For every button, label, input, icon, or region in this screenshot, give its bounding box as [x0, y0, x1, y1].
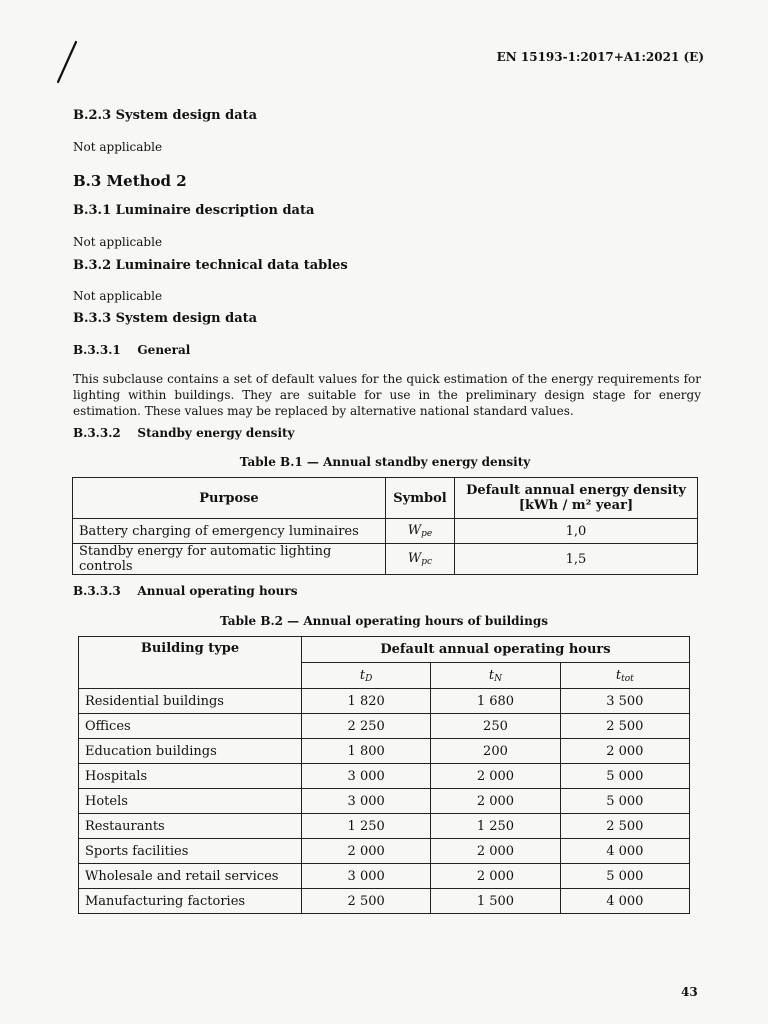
symbol-sub: pc [421, 557, 433, 567]
header-ttot [560, 663, 689, 689]
table-row [79, 739, 690, 764]
cell-tN: 2 000 [431, 764, 560, 789]
cell-tN: 2 000 [431, 789, 560, 814]
header-building-type: Building type [79, 637, 302, 689]
cell-tD: 2 000 [302, 839, 431, 864]
cell-value: 1,0 [455, 519, 698, 544]
table-row [79, 814, 690, 839]
cell-tD: 1 250 [302, 814, 431, 839]
cell-ttot: 4 000 [560, 889, 689, 914]
table-b2 [78, 636, 690, 914]
cell-ttot: 5 000 [560, 864, 689, 889]
cell-symbol [386, 519, 455, 544]
header-symbol: Symbol [386, 478, 455, 519]
handwritten-slash-mark [52, 40, 82, 84]
tN-main: t [488, 667, 495, 683]
heading-b333: B.3.3.3 Annual operating hours [73, 584, 298, 598]
table-row [73, 544, 698, 575]
cell-purpose: Battery charging of emergency luminaires [73, 519, 386, 544]
table-row [73, 519, 698, 544]
header-density-line2: [kWh / m² year] [518, 498, 634, 513]
document-reference: EN 15193-1:2017+A1:2021 (E) [496, 50, 704, 64]
cell-tD: 3 000 [302, 764, 431, 789]
ttot-sub: tot [621, 673, 634, 684]
cell-symbol [386, 544, 455, 575]
header-density-line1: Default annual energy density [466, 483, 686, 498]
table-row [79, 714, 690, 739]
cell-tD: 1 800 [302, 739, 431, 764]
cell-building-type: Education buildings [79, 739, 302, 764]
tN-sub: N [494, 673, 503, 684]
header-tN [431, 663, 560, 689]
heading-b32: B.3.2 Luminaire technical data tables [73, 258, 348, 273]
heading-b3: B.3 Method 2 [73, 172, 187, 190]
cell-tD: 2 250 [302, 714, 431, 739]
table-row [79, 789, 690, 814]
tD-main: t [359, 667, 366, 683]
paragraph-b331: This subclause contains a set of default values for the quick estimation of the energy requirements for lighting within buildings. They are suitable for use in the preliminary design stage for energy estimation. These values may be replaced by alternative national standard values. [73, 372, 701, 418]
header-tD [302, 663, 431, 689]
table-b2-caption: Table B.2 — Annual operating hours of buildings [220, 614, 548, 628]
cell-purpose: Standby energy for automatic lighting controls [73, 544, 386, 575]
table-b1-caption: Table B.1 — Annual standby energy density [239, 455, 531, 469]
heading-b31: B.3.1 Luminaire description data [73, 203, 315, 218]
table-row [79, 839, 690, 864]
cell-tN: 1 680 [431, 689, 560, 714]
table-header-row [73, 478, 698, 519]
heading-b332: B.3.3.2 Standby energy density [73, 426, 295, 440]
tD-sub: D [365, 673, 373, 684]
table-header-row [79, 637, 690, 663]
cell-building-type: Wholesale and retail services [79, 864, 302, 889]
cell-building-type: Hospitals [79, 764, 302, 789]
cell-ttot: 5 000 [560, 789, 689, 814]
header-density [455, 478, 698, 519]
cell-tN: 1 500 [431, 889, 560, 914]
heading-b331: B.3.3.1 General [73, 343, 191, 357]
cell-ttot: 2 500 [560, 714, 689, 739]
cell-ttot: 2 000 [560, 739, 689, 764]
cell-ttot: 4 000 [560, 839, 689, 864]
header-purpose: Purpose [73, 478, 386, 519]
cell-tD: 1 820 [302, 689, 431, 714]
ttot-main: t [615, 667, 622, 683]
symbol-sub: pe [421, 529, 433, 539]
text-b23: Not applicable [73, 140, 163, 154]
symbol-main: W [407, 523, 422, 538]
symbol-main: W [407, 551, 422, 566]
page-number: 43 [681, 985, 698, 999]
table-row [79, 764, 690, 789]
cell-building-type: Residential buildings [79, 689, 302, 714]
table-row [79, 864, 690, 889]
cell-building-type: Sports facilities [79, 839, 302, 864]
cell-building-type: Manufacturing factories [79, 889, 302, 914]
cell-tN: 1 250 [431, 814, 560, 839]
cell-ttot: 2 500 [560, 814, 689, 839]
heading-b23: B.2.3 System design data [73, 108, 258, 123]
cell-ttot: 5 000 [560, 764, 689, 789]
cell-tD: 3 000 [302, 789, 431, 814]
cell-building-type: Offices [79, 714, 302, 739]
table-row [79, 889, 690, 914]
cell-tN: 250 [431, 714, 560, 739]
text-b31: Not applicable [73, 235, 163, 249]
heading-b33: B.3.3 System design data [73, 311, 258, 326]
cell-ttot: 3 500 [560, 689, 689, 714]
cell-tN: 200 [431, 739, 560, 764]
cell-tD: 3 000 [302, 864, 431, 889]
table-b1 [72, 477, 698, 575]
cell-tN: 2 000 [431, 864, 560, 889]
cell-tD: 2 500 [302, 889, 431, 914]
table-row [79, 689, 690, 714]
cell-tN: 2 000 [431, 839, 560, 864]
cell-building-type: Hotels [79, 789, 302, 814]
text-b32: Not applicable [73, 289, 163, 303]
header-hours: Default annual operating hours [302, 637, 690, 663]
cell-building-type: Restaurants [79, 814, 302, 839]
cell-value: 1,5 [455, 544, 698, 575]
